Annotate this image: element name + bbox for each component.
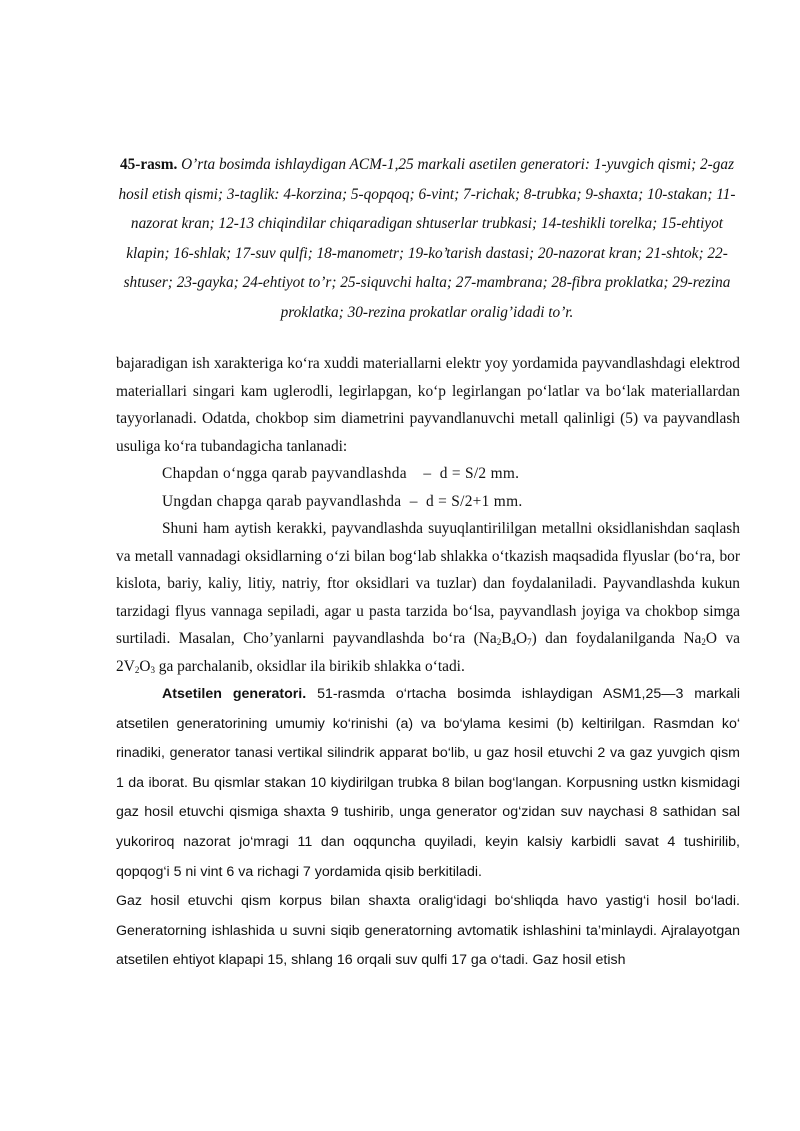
figure-caption: [112, 150, 742, 327]
body-text: [116, 350, 740, 976]
text-run: B: [501, 630, 512, 647]
text-run: O: [515, 630, 528, 647]
formula-expression: d = S/2 mm.: [439, 465, 520, 482]
paragraph-acetylene-generator: [116, 680, 740, 887]
section-heading: Atsetilen generatori.: [162, 686, 307, 702]
formula-expression: d = S/2+1 mm.: [425, 492, 523, 510]
subscript: 2: [701, 637, 706, 647]
text-run: Shuni ham aytish kerakki, payvandlashda suyuqlantirililgan metallni oksidlanishdan saqlash va metall vannadagi oksidlarning o‘zi bilan bog‘lab shlakka o‘tkazish maqsadida flyuslar (bo‘ra, bor kislota, bariy, kaliy, litiy, natriy, ftor oksidlari va tuzlar) dan foydalaniladi. Payvandlashda kukun tarzidagi flyus vannaga sepiladi, agar u pasta tarzida bo‘lsa, payvandlash joyiga va chokbop simga surtiladi. Masalan, Cho’yanlarni payvandlashda bo‘ra (Na: [116, 520, 740, 647]
formula-dash: –: [409, 492, 418, 510]
subscript: 2: [496, 637, 502, 647]
paragraph-fluxes: [116, 515, 740, 680]
caption-label: 45-rasm.: [119, 156, 178, 173]
subscript: 7: [527, 637, 532, 647]
subscript: 3: [150, 664, 155, 675]
paragraph-electrode-wire: bajaradigan ish xarakteriga ko‘ra xuddi materiallarni elektr yoy yordamida payvandlashdagi elektrod materiallari singari kam uglerodli, legirlapgan, ko‘p legirlangan po‘latlar va bo‘lak materiallardan tayyorlanadi. Odatda, chokbop sim diametrini payvandlanuvchi metall qalinligi (5) va payvandlash usuliga ko‘ra tubandagicha tanlanadi:: [116, 355, 740, 455]
formula-label: Chapdan o‘ngga qarab payvandlashda: [162, 465, 407, 482]
paragraph-text: 51-rasmda o‘rtacha bosimda ishlaydigan ASM1,25—3 markali atsetilen generatorining umumiy ko‘rinishi (a) va bo‘ylama kesimi (b) keltirilgan. Rasmdan ko‘ rinadiki, generator tanasi vertikal silindrik apparat bo‘lib, u gaz hosil etuvchi 2 va gaz yuvgich qism 1 da iborat. Bu qismlar stakan 10 kiydirilgan trubka 8 bilan bog‘langan. Korpusning ustkn kismidagi gaz hosil etuvchi qismiga shaxta 9 tushirib, unga generator og‘zidan suv naychasi 8 sathidan sal yukoriroq nazorat jo‘mragi 11 dan oqquncha quyiladi, keyin kalsiy karbidli savat 4 tushirilib, qopqog‘i 5 ni vint 6 va richagi 7 yordamida qisib berkitiladi.: [116, 686, 740, 880]
text-run: ga parchalanib, oksidlar ila birikib shlakka o‘tadi.: [154, 657, 465, 675]
subscript: 4: [511, 637, 516, 647]
text-run: ) dan foydalanilganda Na: [531, 630, 702, 647]
formula-right-to-left: [116, 488, 740, 516]
formula-left-to-right: [116, 460, 740, 488]
formula-label: Ungdan chapga qarab payvandlashda: [162, 492, 402, 510]
paragraph-gas-chamber: Gaz hosil etuvchi qism korpus bilan shaxta oralig‘idagi bo‘shliqda havo yastig‘i hosil bo‘ladi. Generatorning ishlashida u suvni siqib generatorning avtomatik ishlashini ta’minlaydi. Ajralayotgan atsetilen ehtiyot klapapi 15, shlang 16 orqali suv qulfi 17 ga o‘tadi. Gaz hosil etish: [116, 893, 740, 969]
subscript: 2: [134, 664, 140, 675]
caption-text: O’rta bosimda ishlaydigan ACM-1,25 markali asetilen generatori: 1-yuvgich qismi; 2-gaz hosil etish qismi; 3-taglik: 4-korzina; 5-qopqoq; 6-vint; 7-richak; 8-trubka; 9-shaxta; 10-stakan; 11-nazorat kran; 12-13 chiqindilar chiqaradigan shtuserlar trubkasi; 14-teshikli torelka; 15-ehtiyot klapin; 16-shlak; 17-suv qulfi; 18-manometr; 19-ko’tarish dastasi; 20-nazorat kran; 21-shtok; 22- shtuser; 23-gayka; 24-ehtiyot to’r; 25-siquvchi halta; 27-mambrana; 28-fibra proklatka; 29-rezina proklatka; 30-rezina prokatlar oralig’idadi to’r.: [118, 156, 736, 321]
text-run: O va 2V: [116, 630, 740, 675]
text-run: O: [139, 657, 151, 675]
formula-dash: –: [423, 465, 432, 482]
